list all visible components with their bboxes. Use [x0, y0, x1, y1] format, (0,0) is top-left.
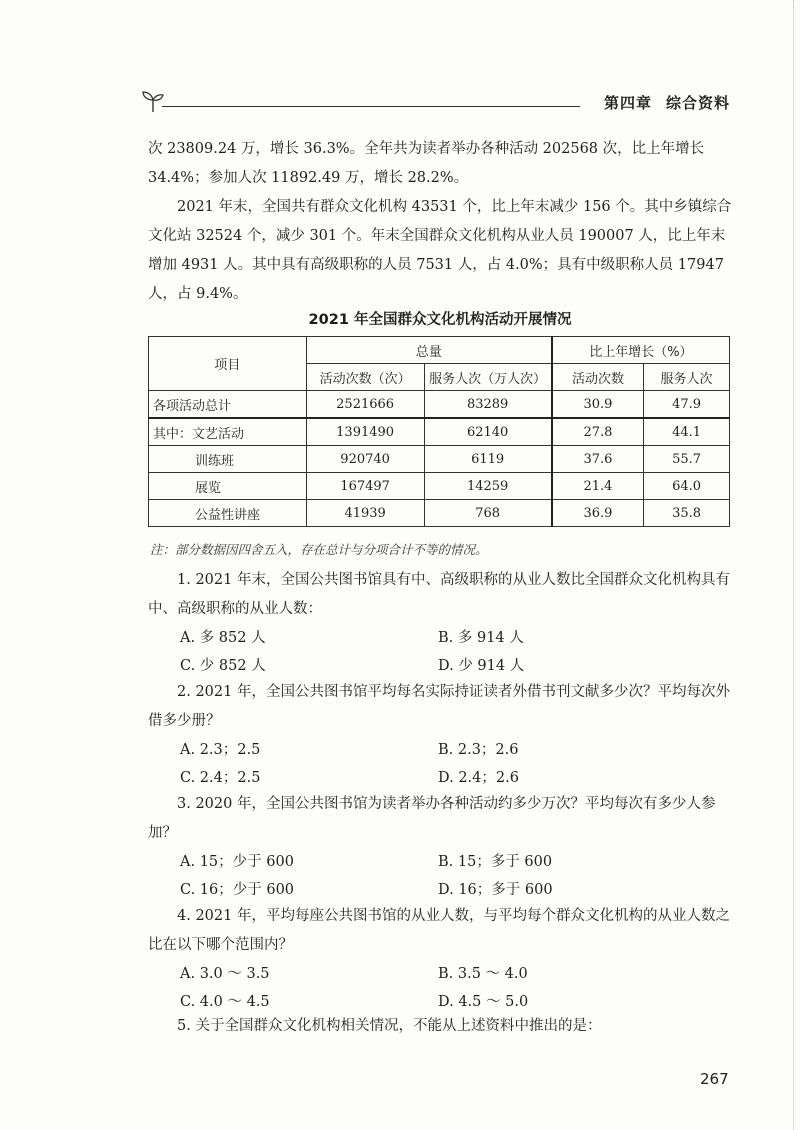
page-header: [140, 88, 730, 118]
row-label: 训练班: [149, 446, 307, 473]
cell-count: 1391490: [306, 418, 424, 446]
row-label: 其中：文艺活动: [149, 418, 307, 446]
section-name: 综合资料: [665, 94, 730, 112]
table-row: [149, 500, 730, 527]
question-1-option-d[interactable]: D. 少 914 人: [438, 658, 525, 674]
subheader-count: 活动次数（次）: [306, 364, 424, 391]
question-2-option-c[interactable]: C. 2.4；2.5: [180, 770, 261, 786]
cell-served: 14259: [424, 473, 552, 500]
question-3-text: 3. 2020 年，全国公共图书馆为读者举办各种活动约多少万次？平均每次有多少人参加？: [148, 796, 716, 841]
question-3-option-b[interactable]: B. 15；多于 600: [438, 854, 553, 870]
cell-count: 920740: [306, 446, 424, 473]
page-number: 267: [700, 1070, 729, 1088]
question-4-option-d[interactable]: D. 4.5 ～ 5.0: [438, 994, 529, 1010]
question-1-option-b[interactable]: B. 多 914 人: [438, 630, 524, 646]
question-2-text: 2. 2021 年，全国公共图书馆平均每名实际持证读者外借书刊文献多少次？平均每次外借多少册？: [148, 684, 730, 729]
cell-count-growth: 21.4: [552, 473, 644, 500]
question-1-option-a[interactable]: A. 多 852 人: [180, 630, 266, 646]
question-1-text: 1. 2021 年末，全国公共图书馆具有中、高级职称的从业人数比全国群众文化机构具有中、高级职称的从业人数：: [148, 572, 730, 617]
cell-served: 768: [424, 500, 552, 527]
cell-count: 167497: [306, 473, 424, 500]
table-row: [149, 446, 730, 473]
row-label: 公益性讲座: [149, 500, 307, 527]
row-label: 各项活动总计: [149, 391, 307, 419]
question-4-option-c[interactable]: C. 4.0 ～ 4.5: [180, 994, 270, 1010]
cell-served: 62140: [424, 418, 552, 446]
question-3-option-d[interactable]: D. 16；多于 600: [438, 882, 553, 898]
paragraph-1: 次 23809.24 万，增长 36.3%。全年共为读者举办各种活动 202568 次，比上年增长 34.4%；参加人次 11892.49 万，增长 28.2%。: [148, 141, 705, 186]
chapter-number: 第四章: [603, 94, 652, 112]
cell-served: 6119: [424, 446, 552, 473]
question-3-option-c[interactable]: C. 16；少于 600: [180, 882, 295, 898]
question-2-option-a[interactable]: A. 2.3；2.5: [180, 742, 261, 758]
cell-count-growth: 36.9: [552, 500, 644, 527]
question-2-option-b[interactable]: B. 2.3；2.6: [438, 742, 519, 758]
cell-count-growth: 37.6: [552, 446, 644, 473]
data-table: [148, 336, 730, 527]
paragraph-2: 2021 年末，全国共有群众文化机构 43531 个，比上年末减少 156 个。其中乡镇综合文化站 32524 个，减少 301 个。年末全国群众文化机构从业人员 190007 人，比上年末增加 4931 人。其中具有高级职称的人员 7531 人，占 4.0%；具有中级职称人员 17947 人，占 9.4%。: [148, 199, 732, 302]
subheader-served: 服务人次（万人次）: [424, 364, 552, 391]
table-title: 2021 年全国群众文化机构活动开展情况: [308, 312, 572, 328]
table-header-row: [149, 337, 730, 364]
cell-served-growth: 35.8: [644, 500, 730, 527]
table-note: 注：部分数据因四舍五入，存在总计与分项合计不等的情况。: [150, 542, 488, 557]
cell-served-growth: 44.1: [644, 418, 730, 446]
question-1-option-c[interactable]: C. 少 852 人: [180, 658, 266, 674]
cell-count-growth: 30.9: [552, 391, 644, 419]
header-growth: 比上年增长（%）: [552, 337, 730, 364]
cell-served: 83289: [424, 391, 552, 419]
question-5-text: 5. 关于全国群众文化机构相关情况，不能从上述资料中推出的是：: [177, 1018, 602, 1034]
header-total: 总量: [306, 337, 552, 364]
table-row: [149, 418, 730, 446]
header-rule: [162, 106, 580, 107]
subheader-count-growth: 活动次数: [552, 364, 644, 391]
question-4-option-a[interactable]: A. 3.0 ～ 3.5: [180, 966, 270, 982]
cell-served-growth: 47.9: [644, 391, 730, 419]
cell-served-growth: 55.7: [644, 446, 730, 473]
page-edge: [791, 0, 794, 1130]
sprout-icon: [140, 88, 166, 114]
header-item: 项目: [149, 337, 307, 391]
subheader-served-growth: 服务人次: [644, 364, 730, 391]
table-row: [149, 391, 730, 419]
question-3-option-a[interactable]: A. 15；少于 600: [180, 854, 294, 870]
cell-count-growth: 27.8: [552, 418, 644, 446]
cell-served-growth: 64.0: [644, 473, 730, 500]
cell-count: 41939: [306, 500, 424, 527]
cell-count: 2521666: [306, 391, 424, 419]
row-label: 展览: [149, 473, 307, 500]
question-4-option-b[interactable]: B. 3.5 ～ 4.0: [438, 966, 528, 982]
question-4-text: 4. 2021 年，平均每座公共图书馆的从业人数，与平均每个群众文化机构的从业人数之比在以下哪个范围内？: [148, 908, 730, 953]
table-row: [149, 473, 730, 500]
question-2-option-d[interactable]: D. 2.4；2.6: [438, 770, 519, 786]
chapter-title: [590, 92, 730, 113]
